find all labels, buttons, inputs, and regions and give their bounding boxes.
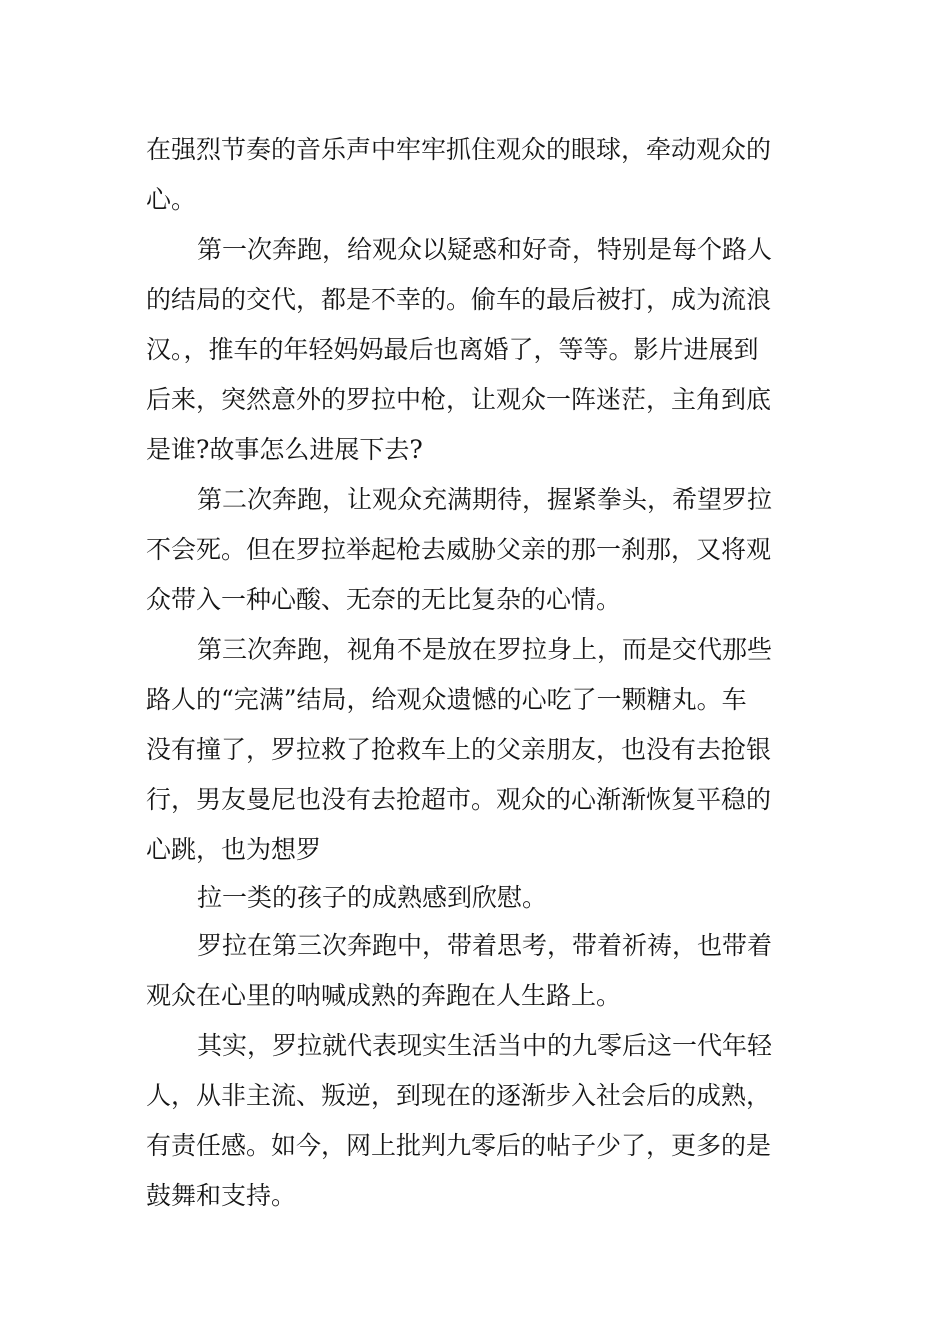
paragraph-start-line: 第三次奔跑，视角不是放在罗拉身上，而是交代那些 [197,635,773,664]
text-line: 心。 [146,185,197,214]
text-line: 路人的“完满”结局，给观众遗憾的心吃了一颗糖丸。车 [146,685,747,714]
paragraph-start-line: 其实，罗拉就代表现实生活当中的九零后这一代年轻 [197,1031,773,1060]
text-line: 鼓舞和支持。 [146,1181,297,1210]
text-line: 人，从非主流、叛逆，到现在的逐渐步入社会后的成熟， [146,1081,772,1110]
text-line: 汉。，推车的年轻妈妈最后也离婚了，等等。影片进展到 [146,335,759,364]
text-line: 在强烈节奏的音乐声中牢牢抓住观众的眼球，牵动观众的 [146,135,772,164]
text-line: 是谁?故事怎么进展下去? [146,435,423,464]
text-line: 观众在心里的呐喊成熟的奔跑在人生路上。 [146,981,622,1010]
text-line: 的结局的交代，都是不幸的。偷车的最后被打，成为流浪 [146,285,772,314]
text-line: 不会死。但在罗拉举起枪去威胁父亲的那一刹那，又将观 [146,535,772,564]
text-line: 众带入一种心酸、无奈的无比复杂的心情。 [146,585,622,614]
text-line: 行，男友曼尼也没有去抢超市。观众的心渐渐恢复平稳的 [146,785,772,814]
text-line: 没有撞了，罗拉救了抢救车上的父亲朋友，也没有去抢银 [146,735,772,764]
paragraph-start-line: 第一次奔跑，给观众以疑惑和好奇，特别是每个路人 [197,235,773,264]
text-line: 心跳，也为想罗 [146,835,322,864]
paragraph-start-line: 第二次奔跑，让观众充满期待，握紧拳头，希望罗拉 [197,485,773,514]
text-line: 有责任感。如今，网上批判九零后的帖子少了，更多的是 [146,1131,772,1160]
paragraph-start-line: 罗拉在第三次奔跑中，带着思考，带着祈祷，也带着 [197,931,773,960]
paragraph-start-line: 拉一类的孩子的成熟感到欣慰。 [197,883,548,912]
text-line: 后来，突然意外的罗拉中枪，让观众一阵迷茫，主角到底 [146,385,772,414]
